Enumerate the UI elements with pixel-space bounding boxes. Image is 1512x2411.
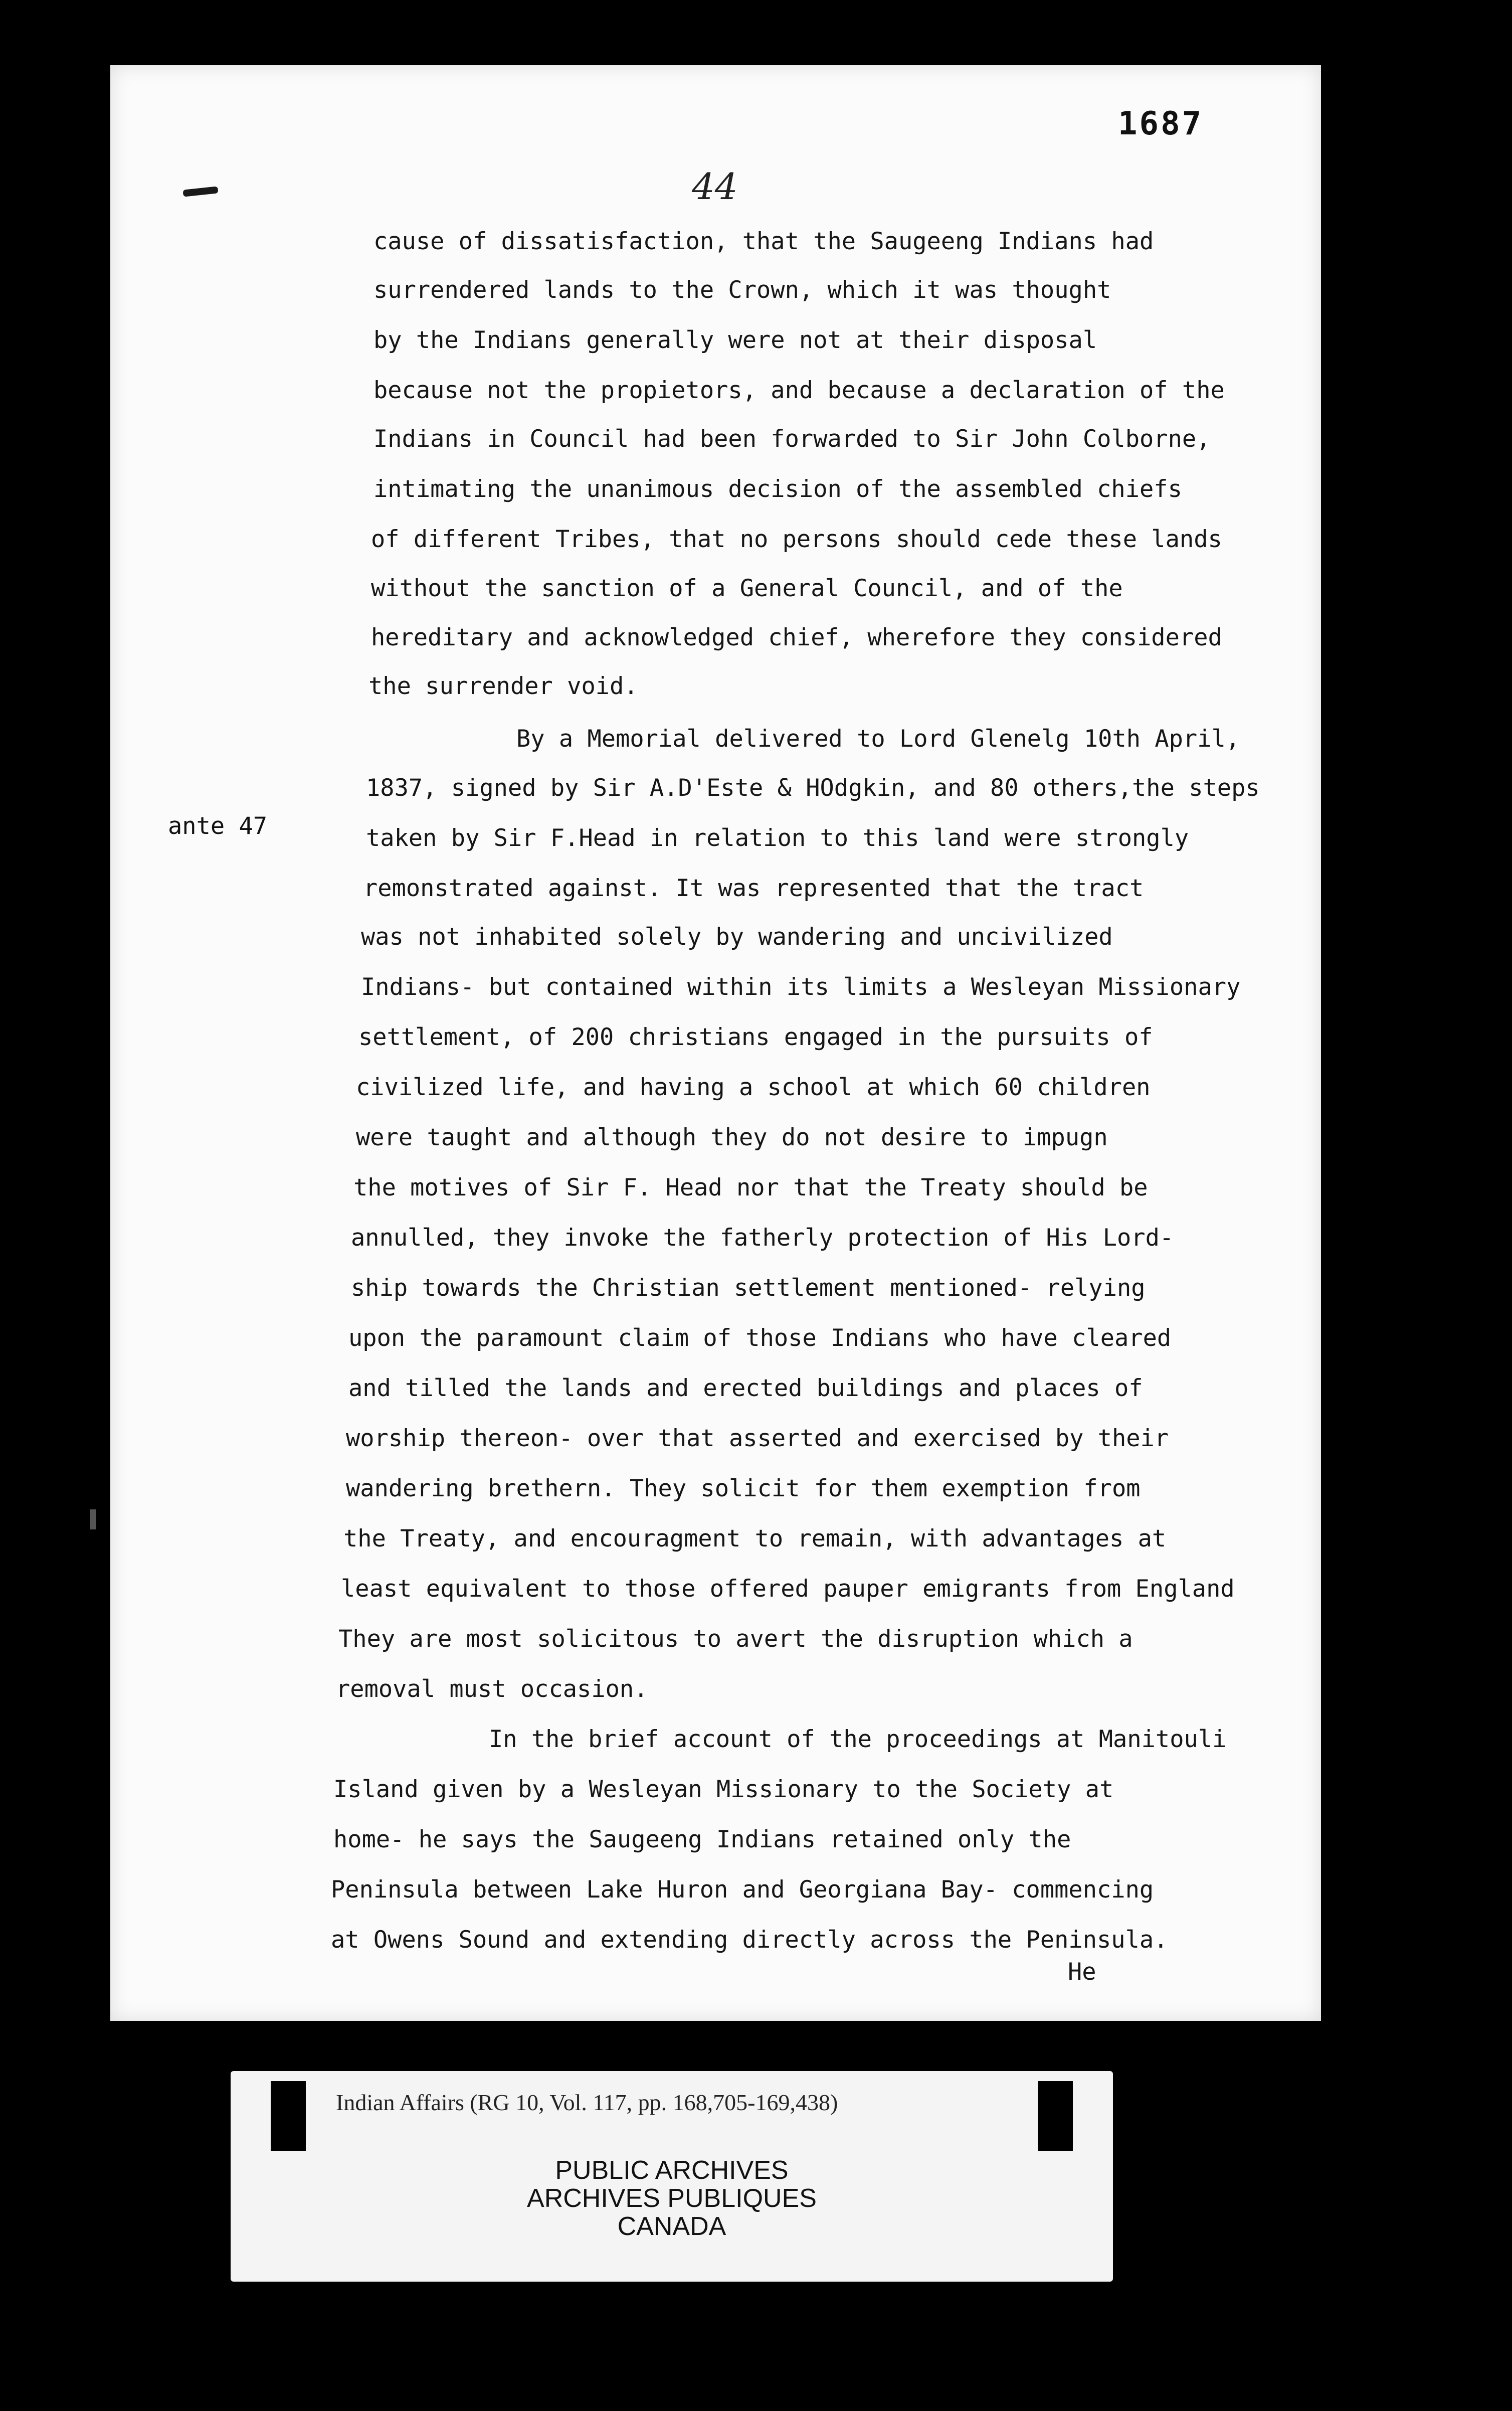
text-line: removal must occasion. bbox=[336, 1675, 648, 1703]
archive-label bbox=[231, 2071, 1113, 2282]
text-line: remonstrated against. It was represented that the tract bbox=[363, 875, 1144, 902]
text-line: cause of dissatisfaction, that the Saugeeng Indians had bbox=[373, 228, 1154, 255]
text-line: In the brief account of the proceedings at Manitouli bbox=[489, 1726, 1227, 1753]
text-line: because not the propietors, and because a declaration of the bbox=[373, 377, 1225, 404]
text-line: and tilled the lands and erected buildings and places of bbox=[348, 1374, 1143, 1402]
continuation-word: He bbox=[1068, 1958, 1096, 1986]
text-line: were taught and although they do not desire to impugn bbox=[356, 1124, 1108, 1151]
text-line: home- he says the Saugeeng Indians retained only the bbox=[333, 1826, 1071, 1853]
text-line: by the Indians generally were not at their disposal bbox=[373, 326, 1097, 354]
text-line: was not inhabited solely by wandering and uncivilized bbox=[361, 923, 1113, 951]
text-line: annulled, they invoke the fatherly protection of His Lord- bbox=[351, 1224, 1174, 1252]
text-line: of different Tribes, that no persons should cede these lands bbox=[371, 526, 1222, 553]
edge-mark bbox=[90, 1509, 96, 1529]
archives-line-french: ARCHIVES PUBLIQUES bbox=[527, 2184, 817, 2213]
text-line: settlement, of 200 christians engaged in the pursuits of bbox=[358, 1023, 1153, 1051]
archives-line-country: CANADA bbox=[617, 2212, 726, 2241]
text-line: least equivalent to those offered pauper emigrants from England bbox=[341, 1575, 1235, 1603]
text-line: worship thereon- over that asserted and exercised by their bbox=[346, 1425, 1169, 1452]
text-line: Peninsula between Lake Huron and Georgiana Bay- commencing bbox=[331, 1876, 1154, 1904]
archives-line-english: PUBLIC ARCHIVES bbox=[555, 2156, 789, 2185]
text-line: without the sanction of a General Council, and of the bbox=[371, 575, 1123, 602]
archive-citation: Indian Affairs (RG 10, Vol. 117, pp. 168,705-169,438) bbox=[336, 2090, 838, 2115]
text-line: at Owens Sound and extending directly across the Peninsula. bbox=[331, 1926, 1168, 1954]
text-line: Island given by a Wesleyan Missionary to the Society at bbox=[333, 1776, 1114, 1803]
text-line: 1837, signed by Sir A.D'Este & HOdgkin, and 80 others,the steps bbox=[366, 774, 1260, 802]
text-line: They are most solicitous to avert the disruption which a bbox=[338, 1625, 1133, 1653]
text-line: civilized life, and having a school at which 60 children bbox=[356, 1074, 1151, 1101]
archives-name bbox=[231, 2156, 1113, 2241]
handwritten-page-number: 44 bbox=[692, 165, 738, 208]
text-line: intimating the unanimous decision of the assembled chiefs bbox=[373, 475, 1182, 503]
text-line: Indians- but contained within its limits a Wesleyan Missionary bbox=[361, 973, 1241, 1001]
stamp-number: 1687 bbox=[1118, 105, 1204, 142]
text-line: the surrender void. bbox=[368, 672, 638, 700]
text-line: surrendered lands to the Crown, which it was thought bbox=[373, 276, 1111, 304]
text-line: wandering brethern. They solicit for them exemption from bbox=[346, 1475, 1141, 1502]
text-line: upon the paramount claim of those Indians who have cleared bbox=[348, 1324, 1172, 1352]
text-line: ship towards the Christian settlement mentioned- relying bbox=[351, 1274, 1146, 1302]
text-line: taken by Sir F.Head in relation to this land were strongly bbox=[366, 824, 1189, 852]
text-line: hereditary and acknowledged chief, wherefore they considered bbox=[371, 624, 1222, 651]
text-line: By a Memorial delivered to Lord Glenelg 10th April, bbox=[516, 725, 1240, 753]
text-line: the Treaty, and encouragment to remain, with advantages at bbox=[343, 1525, 1167, 1553]
text-line: the motives of Sir F. Head nor that the Treaty should be bbox=[353, 1174, 1148, 1201]
margin-note: ante 47 bbox=[168, 812, 268, 840]
text-line: Indians in Council had been forwarded to Sir John Colborne, bbox=[373, 425, 1211, 453]
